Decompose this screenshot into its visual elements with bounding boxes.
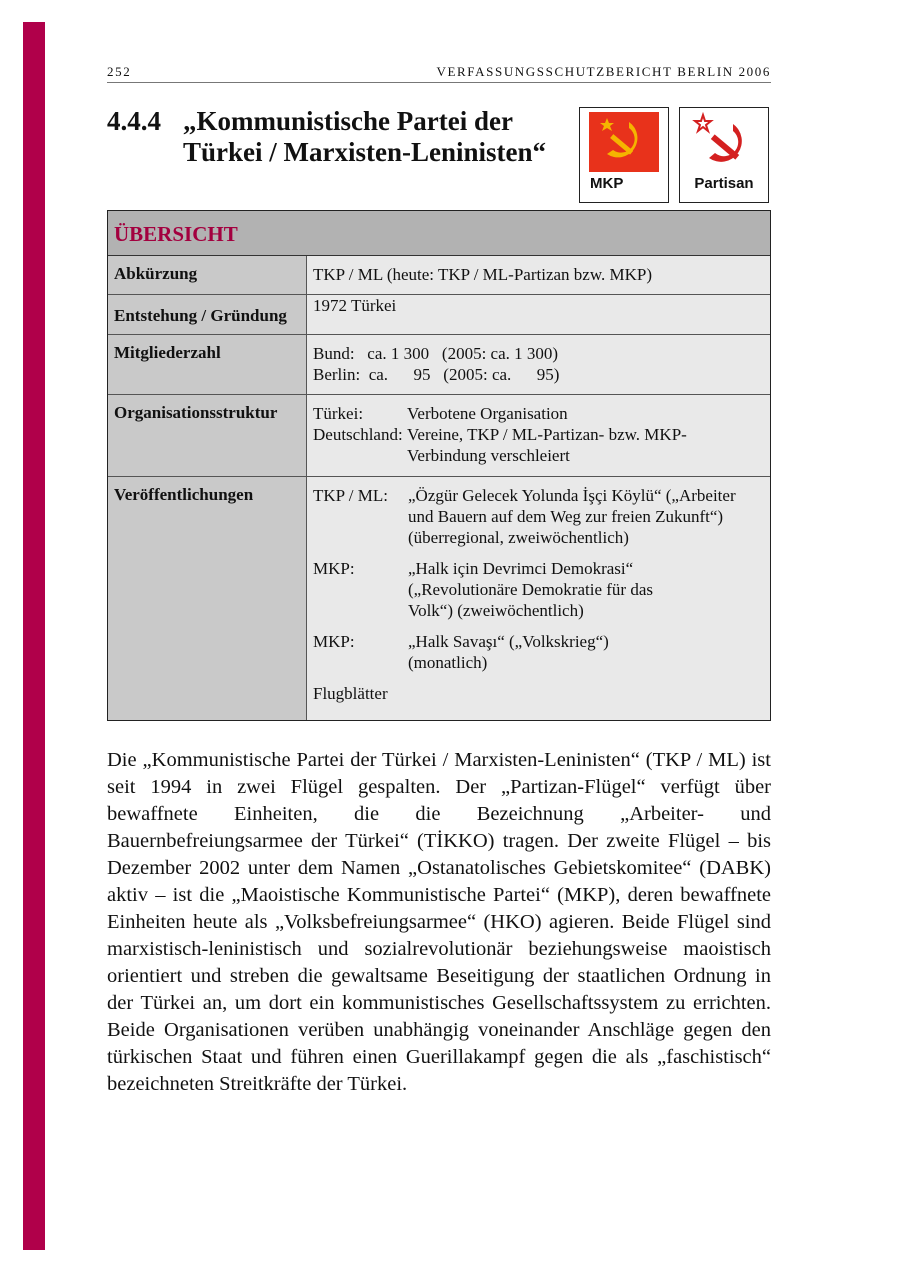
- hammer-sickle-icon: [589, 112, 659, 172]
- table-row: [108, 295, 770, 335]
- table-row: [108, 335, 770, 395]
- logo-label: MKP: [590, 175, 624, 192]
- item-key: TKP / ML:: [313, 486, 388, 505]
- logo-label: Partisan: [694, 175, 754, 192]
- item-value: Vereine, TKP / ML-Partizan- bzw. MKP-Verbindung verschleiert: [407, 425, 687, 465]
- section-number: 4.4.4: [107, 106, 161, 136]
- item-value: „Halk için Devrimci Demokrasi“ („Revolutionäre Demokratie für das Volk“) (zweiwöchentlich): [408, 559, 653, 620]
- page-number: 252: [107, 64, 132, 79]
- hammer-sickle-star-icon: [689, 112, 759, 172]
- mkp-logo: [579, 107, 669, 203]
- body-paragraph: Die „Kommunistische Partei der Türkei / Marxisten-Leninisten“ (TKP / ML) ist seit 1994 in zwei Flügel gespalten. Der „Partizan-Flügel“ verfügt über bewaffnete Einheiten, die die Bezeichnung „Arbeiter- und Bauernbefreiungsarmee der Türkei“ (TİKKO) tragen. Der zweite Flügel – bis Dezember 2002 unter dem Namen „Ostanatolisches Gebietskomitee“ (DABK) aktiv – ist die „Maoistische Kommunistische Partei“ (MKP), deren bewaffnete Einheiten heute als „Volksbefreiungsarmee“ (HKO) agieren. Beide Flügel sind marxistisch-leninistisch und sozialrevolutionär beziehungsweise maoistisch orientiert und streben die gewaltsame Beseitigung der staatlichen Ordnung in der Türkei an, um dort ein kommunistisches Gesellschaftssystem zu errichten. Beide Organisationen verüben unabhängig voneinander Anschläge gegen den türkischen Staat und führen einen Guerillakampf gegen die als „faschistisch“ bezeichneten Streitkräfte der Türkei.: [107, 749, 771, 1095]
- row-label: Organisationsstruktur: [108, 395, 307, 476]
- running-title: VERFASSUNGSSCHUTZBERICHT BERLIN 2006: [436, 64, 771, 79]
- overview-table: [107, 210, 771, 721]
- overview-title: ÜBERSICHT: [108, 211, 770, 256]
- row-label: Mitgliederzahl: [108, 335, 307, 394]
- item-value: Verbotene Organisation: [407, 404, 568, 423]
- item-key: Türkei:: [313, 404, 364, 423]
- item-key: Deutschland:: [313, 425, 403, 444]
- running-header: [107, 62, 771, 83]
- item-value: „Halk Savaşı“ („Volkskrieg“) (monatlich): [408, 632, 609, 672]
- row-label: Abkürzung: [108, 256, 307, 294]
- table-row: [108, 256, 770, 295]
- row-value: 1972 Türkei: [307, 295, 770, 334]
- row-label: Entstehung / Gründung: [108, 295, 307, 334]
- member-count-berlin: Berlin: ca. 95 (2005: ca. 95): [313, 365, 560, 384]
- row-label: Veröffentlichungen: [108, 477, 307, 720]
- item-key: MKP:: [313, 632, 355, 651]
- row-value: TKP / ML (heute: TKP / ML-Partizan bzw. MKP): [307, 256, 770, 294]
- item-value: „Özgür Gelecek Yolunda İşçi Köylü“ („Arbeiter und Bauern auf dem Weg zur freien Zukunft“) (überregional, zweiwöchentlich): [408, 486, 736, 547]
- table-row: [108, 477, 770, 720]
- margin-color-bar: [23, 22, 45, 1250]
- section-title: „Kommunistische Partei der Türkei / Marxisten-Leninisten“: [183, 106, 546, 167]
- item-key: Flugblätter: [313, 684, 388, 703]
- partisan-logo: [679, 107, 769, 203]
- table-row: [108, 395, 770, 477]
- member-count-federal: Bund: ca. 1 300 (2005: ca. 1 300): [313, 344, 559, 363]
- item-key: MKP:: [313, 559, 355, 578]
